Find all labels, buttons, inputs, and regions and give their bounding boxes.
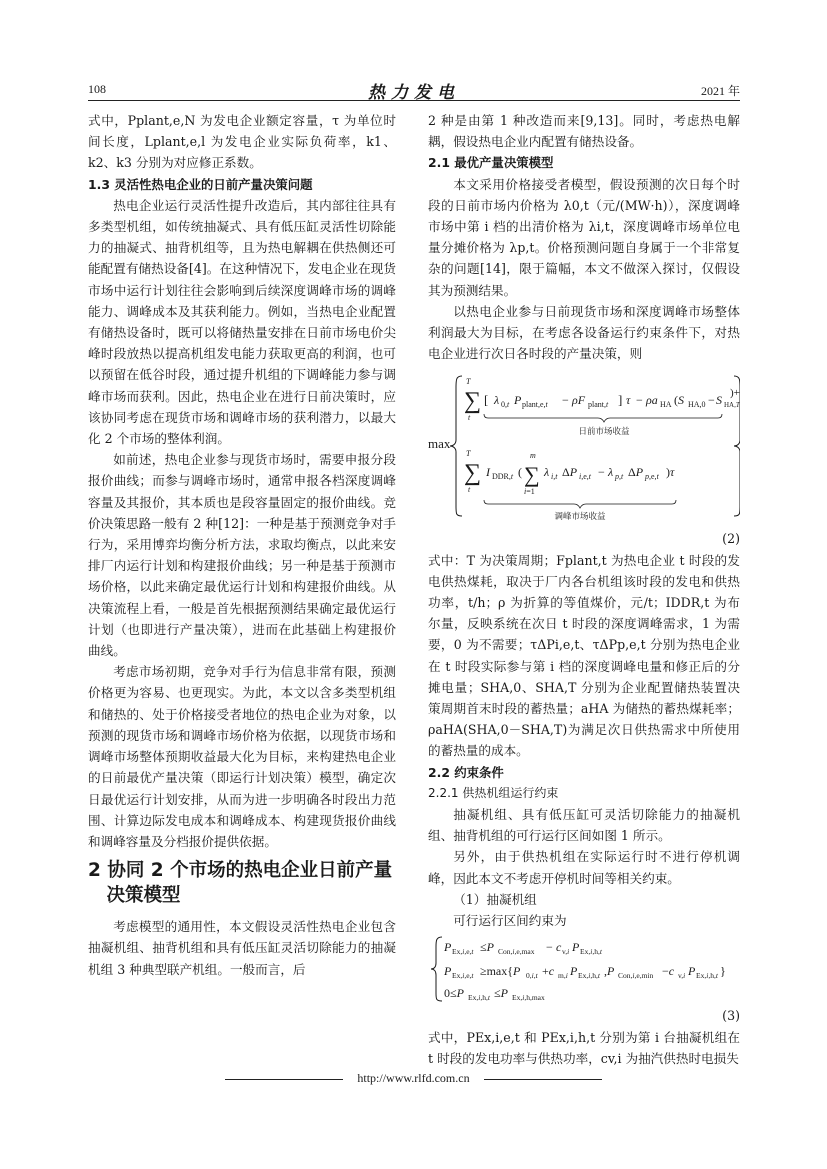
svg-text:HA,0: HA,0 [688,400,706,410]
svg-text:i=1: i=1 [524,487,535,497]
svg-text:P: P [514,393,522,408]
svg-text:)+: )+ [730,387,740,400]
objective-equation-svg [428,366,740,526]
year: 2021 年 [700,84,740,98]
svg-text:λ: λ [608,465,614,480]
svg-text:≤P: ≤P [494,986,508,1001]
svg-text:P: P [444,964,452,979]
svg-text:c: c [556,940,562,955]
svg-text:T: T [466,449,471,459]
paragraph: 式中，PEx,i,e,t 和 PEx,i,h,t 分别为第 i 台抽凝机组在 t 时段的发电功率与供热功率，cv,i 为抽汽供热时电损失 [428,1029,740,1066]
paragraph: 考虑模型的通用性，本文假设灵活性热电企业包含抽凝机组、抽背机组和具有低压缸灵活切除能力的抽凝机组 3 种典型联产机组。一般而言，后 [88,919,396,977]
left-column [88,110,396,980]
svg-text:i,e,t: i,e,t [579,472,592,482]
page-footer [0,1071,827,1086]
svg-text:[: [ [484,392,489,408]
svg-text:ρa: ρa [646,393,658,408]
svg-text:}: } [720,964,726,979]
svg-text:,P: ,P [604,964,615,979]
journal-title: 热力发电 [368,83,460,103]
svg-text:p,e,t: p,e,t [645,472,659,482]
svg-text:I: I [486,465,490,480]
svg-text:0,i,t: 0,i,t [526,971,538,981]
svg-text:ρF: ρF [572,393,586,408]
svg-text:P: P [688,964,696,979]
paragraph: 以热电企业参与日前现货市场和深度调峰市场整体利润最大为目标，在考虑各设备运行约束条件下，对热电企业进行次日各时段的产量决策，则 [428,303,740,362]
svg-text:P: P [444,940,452,955]
constraint-equation-svg [428,933,740,1005]
chapter-heading-line2: 决策模型 [106,885,181,907]
peak-market-label: 调峰市场收益 [554,512,606,523]
svg-text:P: P [570,964,578,979]
paragraph: 热电企业运行灵活性提升改造后，其内部往往具有多类型机组，如传统抽凝式、具有低压缸灵活性切除能力的抽凝式、抽背机组等，且为热电解耦在供热侧还可能配置有储热设备[4]。在这种情况下，发电企业在现货市场中运行计划往往会影响到后续深度调峰市场的调峰能力、调峰成本及其获利能力。例如，当热电企业配置有储热设备时，既可以将储热量安排在日前市场电价尖峰时段放热以提高机组发电能力获取更高的利润，也可以预留在低谷时段，通过提升机组的下调峰能力参与调峰市场而获利。因此，热电企业在进行日前决策时，应该协同考虑在现货市场和调峰市场的获利潜力，以最大化 2 个市场的整体利润。 [88,197,396,447]
spot-market-label: 日前市场收益 [578,427,630,438]
svg-text:τ: τ [626,393,631,408]
svg-text:DDR,t: DDR,t [492,472,514,482]
svg-text:Ex,i,h,max: Ex,i,h,max [512,993,545,1003]
section-heading: 1.3 灵活性热电企业的日前产量决策问题 [88,176,313,192]
svg-text:plant,t: plant,t [588,400,609,410]
max-operator: max [428,436,451,452]
svg-text:≤P: ≤P [480,940,494,955]
paragraph: 式中，Pplant,e,N 为发电企业额定容量，τ 为单位时间长度，Lplant,e,l 为发电企业实际负荷率，k1、k2、k3 分别为对应修正系数。 [88,113,396,171]
paragraph: 可行运行区间约束为 [453,913,567,929]
svg-text:)τ: )τ [666,465,675,480]
section-heading: 2.1 最优产量决策模型 [428,155,554,171]
svg-text:Ex,i,h,t: Ex,i,h,t [696,971,718,981]
svg-text:m: m [530,451,536,461]
paragraph: （1）抽凝机组 [453,891,537,907]
svg-text:∑: ∑ [464,388,482,415]
svg-text:0≤P: 0≤P [444,986,464,1001]
svg-text:plant,e,t: plant,e,t [522,400,548,410]
right-column [428,110,740,1069]
svg-text:Ex,i,h,t: Ex,i,h,t [580,947,602,957]
svg-text:≥max{P: ≥max{P [480,964,521,979]
svg-text:−: − [546,940,553,955]
svg-text:−c: −c [662,964,675,979]
svg-text:HA: HA [660,400,672,410]
paragraph: 式中：T 为决策周期；Fplant,t 为热电企业 t 时段的发电供热煤耗，取决于厂内各台机组该时段的发电和供热功率，t/h；ρ 为折算的等值煤价，元/t；IDDR,t 为布尔量，反映系统在次日 t 时段的深度调峰需求，1 为需要，0 为不需要；τΔPi,e,t、τΔPp,e,t 分别为热电企业在 t 时段实际参与第 i 档的深度调峰电量和修正后的分摊电量；SHA,0、SHA,T 分别为企业配置储热装置决策周期首末时段的蓄热量；aHA 为储热的蓄热煤耗率；ρaHA(SHA,0－SHA,T)为满足次日供热需求中所使用的蓄热量的成本。 [428,552,740,759]
svg-text:Ex,i,h,t: Ex,i,h,t [578,971,600,981]
svg-text:i,t: i,t [551,472,558,482]
svg-text:m,i: m,i [558,971,568,981]
footer-rule-left [225,1079,343,1080]
svg-text:+c: +c [542,964,555,979]
svg-text:]: ] [618,392,623,408]
svg-text:v,i: v,i [562,947,570,957]
svg-text:P: P [572,940,580,955]
footer-rule-right [484,1079,602,1080]
svg-text:(: ( [518,465,522,480]
section-heading: 2.2 约束条件 [428,764,504,780]
svg-text:−: − [598,465,605,480]
svg-text:v,i: v,i [678,971,686,981]
svg-text:∑: ∑ [464,460,482,487]
svg-text:−: − [636,393,643,408]
paragraph: 本文采用价格接受者模型，假设预测的次日每个时段的日前市场内价格为 λ0,t（元/(MW·h)），深度调峰市场中第 i 档的出清价格为 λi,t，深度调峰市场单位电量分摊价格为 λp,t。价格预测问题自身属于一个非常复杂的问题[14]，限于篇幅，本文不做深入探讨，仅假设其为预测结果。 [428,176,740,298]
page-number: 108 [88,82,106,96]
header-rule [88,100,740,101]
svg-text:Ex,i,e,t: Ex,i,e,t [452,947,474,957]
svg-text:ΔP: ΔP [562,465,578,480]
svg-text:−: − [708,393,715,408]
svg-text:λ: λ [544,465,550,480]
objective-equation [428,366,740,526]
chapter-heading-line1: 2 协同 2 个市场的热电企业日前产量 [88,860,393,882]
svg-text:0,t: 0,t [501,400,510,410]
svg-text:Con,i,e,max: Con,i,e,max [498,947,535,957]
svg-text:HA,T: HA,T [724,401,740,410]
svg-text:S: S [716,393,722,408]
svg-text:−: − [562,393,569,408]
page-header [88,80,740,103]
svg-text:p,t: p,t [615,472,624,482]
paragraph: 另外，由于供热机组在实际运行时不进行停机调峰，因此本文不考虑开停机时间等相关约束。 [428,849,740,886]
svg-text:λ: λ [494,393,500,408]
subsection-heading: 2.2.1 供热机组运行约束 [428,785,559,800]
svg-text:T: T [466,377,471,387]
svg-text:t: t [468,485,471,495]
equation-number: (3) [722,1008,740,1024]
paragraph: 抽凝机组、具有低压缸可灵活切除能力的抽凝机组、抽背机组的可行运行区间如图 1 所示。 [428,807,740,844]
journal-url-link[interactable]: http://www.rlfd.com.cn [357,1071,470,1085]
paragraph: 考虑市场初期，竞争对手行为信息非常有限，预测价格更为容易、也更现实。为此，本文以含多类型机组和储热的、处于价格接受者地位的热电企业为对象，以预测的现货市场和调峰市场价格为依据，以现货市场和调峰市场整体预期收益最大化为目标，来构建热电企业的日前最优产量决策（即运行计划决策）模型，确定次日最优运行计划安排，从而为进一步明确各时段出力范围、计算边际发电成本和调峰成本、构建现货报价曲线和调峰容量及分档报价提供依据。 [88,664,396,849]
paragraph: 2 种是由第 1 种改造而来[9,13]。同时，考虑热电解耦，假设热电企业内配置有储热设备。 [428,113,740,150]
svg-text:(S: (S [674,393,684,408]
svg-text:Con,i,e,min: Con,i,e,min [618,971,654,981]
svg-text:t: t [468,413,471,423]
svg-text:Ex,i,h,t: Ex,i,h,t [468,993,490,1003]
svg-text:∑: ∑ [524,462,540,488]
constraint-equation [428,933,740,1005]
svg-text:Ex,i,e,t: Ex,i,e,t [452,971,474,981]
chapter-heading [88,858,396,908]
svg-text:ΔP: ΔP [628,465,644,480]
paragraph: 如前述，热电企业参与现货市场时，需要申报分段报价曲线；而参与调峰市场时，通常申报各档深度调峰容量及其报价，其本质也是段容量固定的报价曲线。竞价决策思路一般有 2 种[12]：一种是基于预测竞争对手行为，采用博弈均衡分析方法，求取均衡点，以此来安排厂内运行计划和构建报价曲线；另一种是基于预测市场价格，以此来确定最优运行计划和构建报价曲线。从决策流程上看，一般是首先根据预测结果确定最优运行计划（也即进行产量决策），进而在此基础上构建报价曲线。 [88,452,396,659]
equation-number: (2) [722,531,740,547]
